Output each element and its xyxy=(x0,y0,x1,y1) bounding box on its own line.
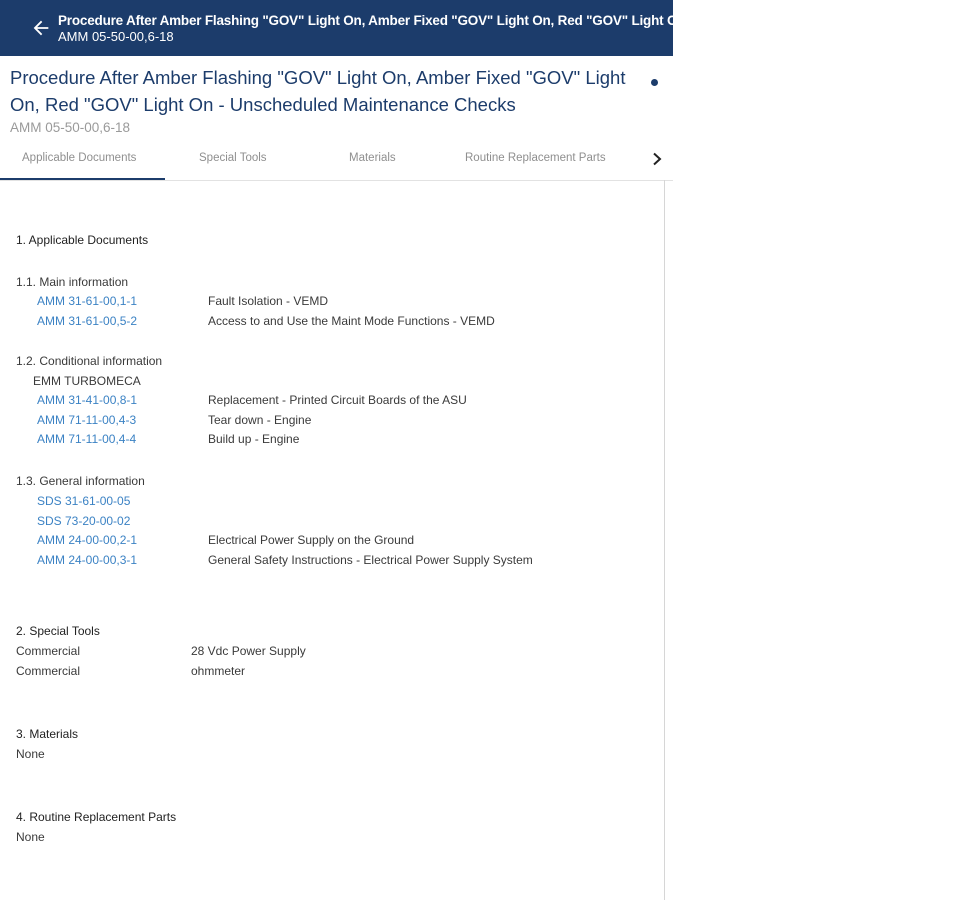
tab-materials[interactable]: Materials xyxy=(349,152,396,164)
document-link[interactable]: AMM 31-61-00,5-2 xyxy=(37,314,138,328)
section-heading: 4. Routine Replacement Parts xyxy=(16,810,177,824)
app-bar-title: Procedure After Amber Flashing "GOV" Light On, Amber Fixed "GOV" Light On, Red "GOV" Light On - Unscheduled Maintenance Checks xyxy=(58,12,913,28)
tool-type: Commercial xyxy=(16,664,81,678)
document-link[interactable]: AMM 31-61-00,1-1 xyxy=(37,294,138,308)
section-heading: 3. Materials xyxy=(16,727,79,741)
app-bar-titles xyxy=(58,12,913,45)
subsection-heading: 1.3. General information xyxy=(16,474,145,488)
subsection-heading: 1.2. Conditional information xyxy=(16,354,163,368)
document-content xyxy=(0,180,665,900)
document-link[interactable]: AMM 24-00-00,3-1 xyxy=(37,553,138,567)
search-icon[interactable] xyxy=(921,16,945,40)
document-link[interactable]: AMM 24-00-00,2-1 xyxy=(37,533,138,547)
section-heading: 2. Special Tools xyxy=(16,624,100,638)
tool-type: Commercial xyxy=(16,644,81,658)
chevron-right-icon[interactable] xyxy=(651,152,663,166)
document-description: Tear down - Engine xyxy=(208,413,312,427)
document-reference: AMM 05-50-00,6-18 xyxy=(10,120,131,135)
document-link[interactable]: SDS 73-20-00-02 xyxy=(37,514,131,528)
tool-name: ohmmeter xyxy=(191,664,246,678)
document-description: Electrical Power Supply on the Ground xyxy=(208,533,415,547)
section-heading: 1. Applicable Documents xyxy=(16,233,149,247)
app-bar-subtitle: AMM 05-50-00,6-18 xyxy=(58,28,174,44)
tab-special-tools[interactable]: Special Tools xyxy=(199,152,267,164)
document-description: Build up - Engine xyxy=(208,432,300,446)
document-link[interactable]: AMM 31-41-00,8-1 xyxy=(37,393,138,407)
materials-value: None xyxy=(16,747,45,761)
status-dot-icon xyxy=(651,79,658,86)
tab-applicable-documents[interactable]: Applicable Documents xyxy=(22,152,137,164)
document-link[interactable]: AMM 71-11-00,4-3 xyxy=(37,413,137,427)
app-bar xyxy=(0,0,913,56)
subsection-heading: 1.1. Main information xyxy=(16,275,129,289)
more-options-icon[interactable] xyxy=(961,19,965,37)
tool-name: 28 Vdc Power Supply xyxy=(191,644,306,658)
document-description: Replacement - Printed Circuit Boards of the ASU xyxy=(208,393,467,407)
tab-bar xyxy=(0,146,673,181)
page-title: Procedure After Amber Flashing "GOV" Light On, Amber Fixed "GOV" Light On, Red "GOV" Light On - Unscheduled Maintenance Checks xyxy=(10,67,626,115)
document-description: Access to and Use the Maint Mode Functions - VEMD xyxy=(208,314,495,328)
condition-label: EMM TURBOMECA xyxy=(33,374,141,388)
document-link[interactable]: AMM 71-11-00,4-4 xyxy=(37,432,137,446)
document-link[interactable]: SDS 31-61-00-05 xyxy=(37,494,131,508)
document-description: General Safety Instructions - Electrical Power Supply System xyxy=(208,553,533,567)
routine-parts-value: None xyxy=(16,830,45,844)
tab-routine-replacement-parts[interactable]: Routine Replacement Parts xyxy=(465,152,606,164)
back-arrow-icon[interactable] xyxy=(30,17,52,39)
document-description: Fault Isolation - VEMD xyxy=(208,294,329,308)
